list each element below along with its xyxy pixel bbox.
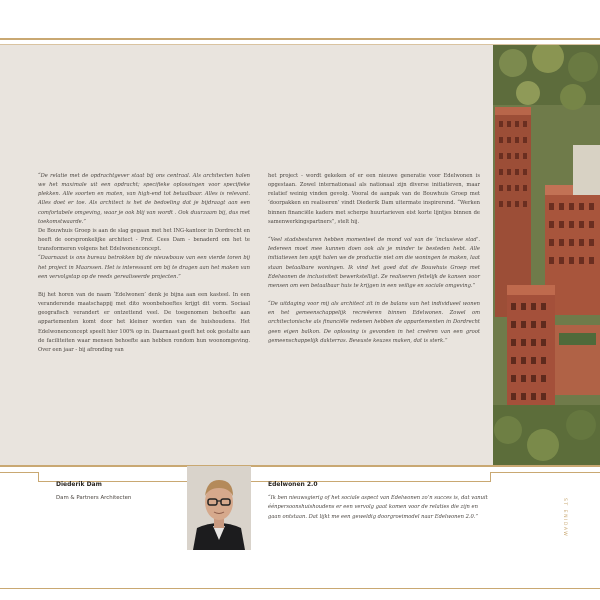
- right-paragraph-1: het project - wordt gekeken of er een nieuwe generatie voor Edelwonen is opgestaan. Zowel internationaal als nationaal zijn diverse initiatieven, maar relatief weinig vinden gevolg. Vooral de aanpak van de Bouwhuis Groep met ‘doorpakken en realiseren’ vindt Diederik Dam uitermate inspirerend. “Werken binnen financiële kaders met scherpe huurtarieven eist korte lijntjes binnen de samenwerkingspartners”, stelt hij.: [268, 173, 480, 225]
- tab-top-line: [38, 481, 490, 482]
- bottom-frame-line: [0, 588, 600, 589]
- article-column-left: [38, 172, 250, 355]
- quote-text: “Ik ben nieuwsgierig of het sociale aspect van Edelwonen zo’n succes is, dat vanuit éénpersoonshuishoudens er een vervolg gaat komen voor de relaties die zijn en gaan ontstaan. Dat lijkt me een geweldig doorgroeimodel naar Edelwonen 2.0.”: [268, 495, 488, 520]
- profile-company: Dam & Partners Architecten: [56, 495, 132, 501]
- profile-name: Diederik Dam: [56, 481, 102, 488]
- building-illustration: [493, 45, 600, 465]
- left-paragraph-3: “Daarnaast is ons bureau betrokken bij de nieuwbouw van een vierde toren bij het project in Maarssen. Het is interessant om bij te dragen aan het maken van een vervolgstap op de reeds gerealiseerde projecten.”: [38, 255, 250, 280]
- side-page-mark: ST ENIDAW: [562, 498, 567, 538]
- bottom-gold-rule: [0, 465, 600, 467]
- right-paragraph-2: “Veel stadsbesturen hebben momenteel de mond vol van de ‘inclusieve stad’. Iedereen moet mee kunnen doen ook als je minder te besteden hebt. Alle initiatieven ten spijt halen we de productie niet om die woningen te maken, laat staan betaalbare woningen. Ik vind het goed dat de Bouwhuis Groep met Edelwonen de inclusiviteit bewerkstelligt. Ze realiseren feitelijk de kansen voor mensen om een betaalbaar huis te krijgen in een veilige en sociale omgeving.”: [268, 237, 480, 289]
- left-paragraph-2: De Bouwhuis Groep is aan de slag gegaan met het ING-kantoor in Dordrecht en heeft de oorspronkelijke architect - Prof. Cees Dam - benaderd om het te transformeren volgens het Edelwonenconcept.: [38, 227, 250, 253]
- portrait-illustration: [187, 466, 251, 550]
- top-gold-rule: [0, 38, 600, 40]
- right-paragraph-3: “De uitdaging voor mij als architect zit in de balans van het individueel wonen en het gemeenschappelijk recreëeren binnen Edelwonen. Zowel om architectonische als financiële redenen hebben de appartementen in Dordrecht geen eigen balkon. De oplossing is gevonden in het creëren van een groot gemeenschappelijk dakterras. Bewuste keuzes maken, dat is sterk.”: [268, 301, 480, 344]
- tab-vert-right: [490, 472, 491, 482]
- tab-line-left: [0, 472, 38, 473]
- quote-title: Edelwonen 2.0: [268, 481, 318, 488]
- portrait-photo: [187, 466, 251, 550]
- aerial-building-photo: [493, 45, 600, 465]
- left-paragraph-1: “De relatie met de opdrachtgever staat bij ons centraal. Als architecten halen we het maximale uit een opdracht; specifieke oplossingen voor specifieke plekken. Alle soorten en maten, van high-end tot betaalbaar. Alles is relevant. Alles doet er toe. Als architect is het de bedoeling dat je bijdraagt aan een comfortabele omgeving, waar je ook blij van wordt . Ook duurzaam bij, dus met toekomstwaarde.”: [38, 173, 250, 225]
- tab-line-right: [490, 472, 600, 473]
- left-paragraph-4: Bij het horen van de naam ‘Edelwonen’ denk je bijna aan een kasteel. In een veranderende maatschappij met dito woonbehoeftes krijgt dit vorm. Sociaal geografisch verandert er ontzettend veel. De toegenomen behoefte aan appartementen komt door het kleiner worden van de huishoudens. Het Edelwonenconcept speelt hier 100% op in. Daarnaast geeft het ook gestalte aan de faciliteiten waar mensen behoefte aan hebben rondom hun woonomgeving. Over een jaar - bij afronding van: [38, 292, 250, 353]
- article-column-right: [268, 172, 480, 346]
